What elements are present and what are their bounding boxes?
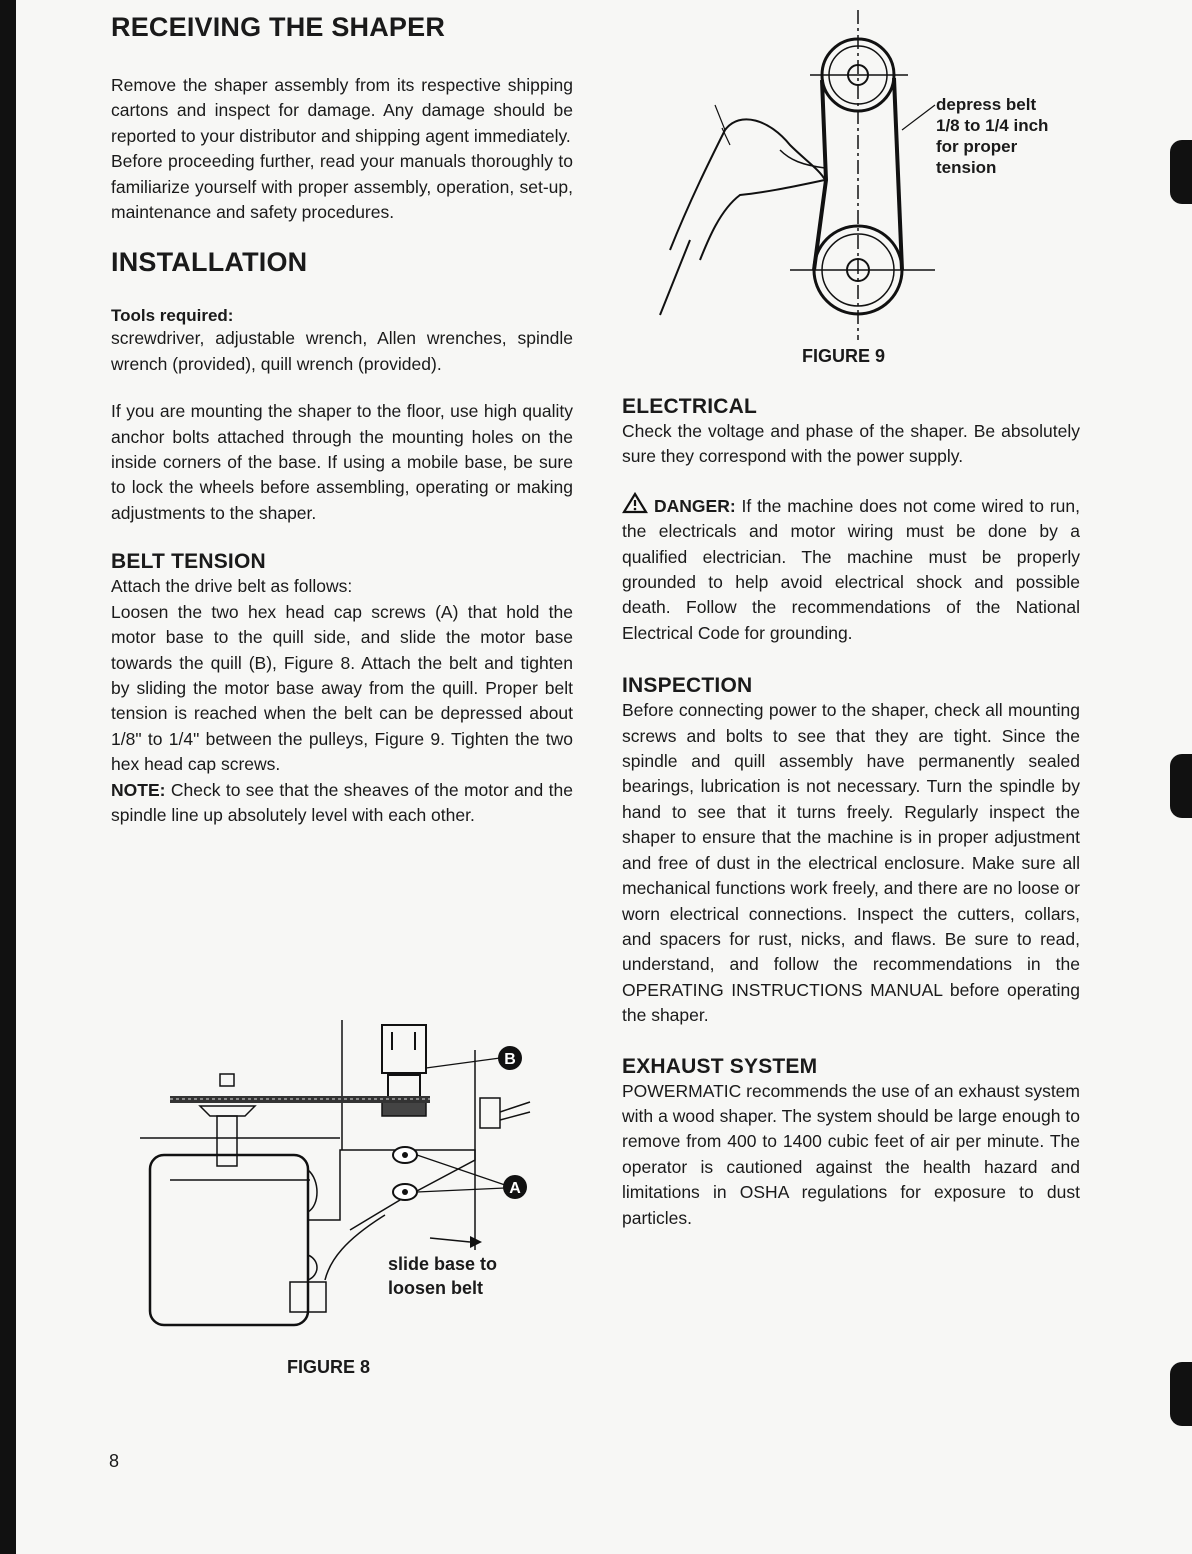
left-column	[111, 12, 573, 828]
electrical-heading: ELECTRICAL	[622, 395, 757, 418]
figure-9-callout	[936, 94, 1048, 178]
callout-line: 1/8 to 1/4 inch	[936, 116, 1049, 135]
receiving-paragraph-2: Before proceeding further, read your manuals thoroughly to familiarize yourself with proper assembly, operation, set-up, maintenance and safety procedures.	[111, 151, 573, 223]
installation-heading: INSTALLATION	[111, 247, 308, 278]
belt-tension-heading: BELT TENSION	[111, 550, 266, 574]
tools-text: screwdriver, adjustable wrench, Allen wrenches, spindle wrench (provided), quill wrench (provided).	[111, 328, 573, 374]
mounting-paragraph: If you are mounting the shaper to the floor, use high quality anchor bolts attached through the mounting holes on the inside corners of the base. If using a mobile base, be sure to lock the wheels before assembling, operating or making adjustments to the shaper.	[111, 401, 573, 523]
figure-9	[630, 10, 1080, 370]
punch-hole	[1170, 140, 1192, 204]
belt-tension-steps: Loosen the two hex head cap screws (A) that hold the motor base to the quill side, and slide the motor base towards the quill (B), Figure 8. Attach the belt and tighten by sliding the motor base away from the quill. Proper belt tension is reached when the belt can be depressed about 1/8" to 1/4" between the pulleys, Figure 9. Tighten the two hex head cap screws.	[111, 601, 573, 775]
page-number: 8	[109, 1451, 120, 1471]
note-label: NOTE:	[111, 779, 166, 800]
figure-8-callout	[388, 1252, 497, 1300]
callout-a: A	[509, 1180, 521, 1197]
callout-line: tension	[936, 158, 997, 177]
right-column	[622, 395, 1080, 1231]
warning-triangle-icon	[622, 492, 648, 514]
inspection-paragraph: Before connecting power to the shaper, check all mounting screws and bolts to see that they are tight. Since the spindle and quill assembly have permanently sealed bearings, lubrication is not necessary. Turn the spindle by hand to see that it turns freely. Regularly inspect the shaper to ensure that the machine is in proper adjustment and free of dust in the electrical enclosure. Make sure all mechanical functions work freely, and there are no loose or worn electrical connections. Inspect the cutters, collars, and spacers for rust, nicks, and flaws. Be sure to read, understand, and follow the recommendations in the OPERATING INSTRUCTIONS MANUAL before operating the shaper.	[622, 700, 1080, 1026]
figure-9-label: FIGURE 9	[802, 346, 886, 366]
figure-8	[130, 1020, 570, 1380]
callout-line: loosen belt	[388, 1278, 484, 1298]
callout-line: depress belt	[936, 95, 1037, 114]
receiving-paragraph-1: Remove the shaper assembly from its respective shipping cartons and inspect for damage. Any damage should be reported to your distributor and shipping agent immediately.	[111, 75, 573, 146]
callout-line: for proper	[936, 137, 1018, 156]
danger-label: DANGER:	[654, 495, 736, 516]
exhaust-paragraph: POWERMATIC recommends the use of an exhaust system with a wood shaper. The system should be large enough to remove from 400 to 1400 cubic feet of air per minute. The operator is cautioned against the health hazard and limitations in OSHA regulations for exposure to dust particles.	[622, 1080, 1080, 1228]
punch-hole	[1170, 754, 1192, 818]
danger-paragraph	[622, 492, 1080, 646]
belt-tension-intro: Attach the drive belt as follows:	[111, 576, 353, 597]
figure-8-label: FIGURE 8	[287, 1357, 371, 1377]
motor-base-diagram	[130, 1020, 550, 1350]
binding-edge	[0, 0, 16, 1554]
receiving-heading: RECEIVING THE SHAPER	[111, 12, 446, 42]
tools-required-label: Tools required:	[111, 306, 234, 326]
inspection-heading: INSPECTION	[622, 674, 753, 698]
callout-line: slide base to	[388, 1254, 498, 1274]
note-text: Check to see that the sheaves of the motor and the spindle line up absolutely level with each other.	[111, 779, 573, 825]
belt-pulley-diagram	[630, 10, 950, 355]
exhaust-heading: EXHAUST SYSTEM	[622, 1054, 818, 1078]
callout-b: B	[504, 1051, 516, 1068]
electrical-paragraph: Check the voltage and phase of the shaper. Be absolutely sure they correspond with the power supply.	[622, 421, 1080, 467]
punch-hole	[1170, 1362, 1192, 1426]
danger-text: If the machine does not come wired to run, the electricals and motor wiring must be done by a qualified electrician. The machine must be properly grounded to help avoid electrical shock and possible death. Follow the recommendations of the National Electrical Code for grounding.	[622, 495, 1080, 643]
belt-tension-note	[111, 778, 573, 829]
